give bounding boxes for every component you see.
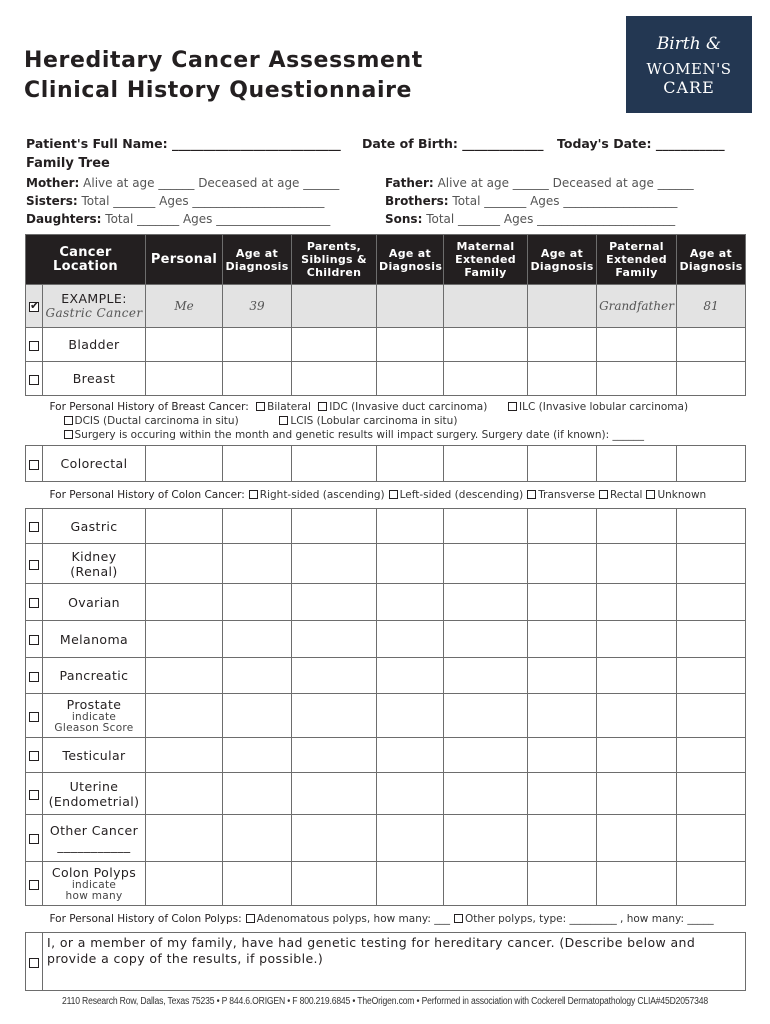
daughters-fields[interactable]: Total _______ Ages ___________________ <box>105 212 331 226</box>
polyps-note-lead: For Personal History of Colon Polyps: <box>49 913 242 925</box>
other-polyps-label: Other polyps, type: _________ , how many: _____ <box>464 913 714 925</box>
melanoma-label: Melanoma <box>43 621 146 658</box>
family-tree-heading: Family Tree <box>26 156 110 171</box>
breast-note-row <box>26 396 746 446</box>
testicular-checkbox[interactable] <box>29 751 39 761</box>
melanoma-checkbox[interactable] <box>29 635 39 645</box>
footer: 2110 Research Row, Dallas, Texas 75235 • P 844.6.ORIGEN • F 800.219.6845 • TheOrigen.com • Performed in association with Cockerell Dermatopathology CLIA#45D2057348 <box>62 996 708 1007</box>
lcis-label: LCIS (Lobular carcinoma in situ) <box>290 414 458 427</box>
patient-name-field[interactable]: Patient's Full Name: ___________________________ <box>26 136 341 151</box>
table-row <box>26 509 746 544</box>
father-fields[interactable]: Alive at age ______ Deceased at age ______ <box>437 176 694 190</box>
example-paternal-age: 81 <box>677 285 746 328</box>
header-personal: Personal <box>146 235 223 285</box>
table-row <box>26 362 746 396</box>
other-cancer-blank[interactable]: ___________ <box>57 838 131 853</box>
bilateral-label: Bilateral <box>267 400 311 413</box>
prostate-sub: indicate Gleason Score <box>54 711 134 734</box>
table-row <box>26 584 746 621</box>
header-age-personal: Age at Diagnosis <box>223 235 292 285</box>
transverse-checkbox[interactable] <box>527 490 536 499</box>
other-cancer-label: Other Cancer <box>49 823 139 838</box>
example-cancer: Gastric Cancer <box>45 306 143 320</box>
date-of-birth-field[interactable]: Date of Birth: _____________ <box>362 136 544 151</box>
logo-line-3: CARE <box>663 78 715 97</box>
other-cancer-checkbox[interactable] <box>29 834 39 844</box>
adenomatous-label: Adenomatous polyps, how many: ___ <box>256 913 450 925</box>
surgery-checkbox[interactable] <box>64 430 73 439</box>
sisters-label: Sisters: <box>26 194 78 208</box>
sons-line[interactable] <box>385 212 675 226</box>
breast-label: Breast <box>43 362 146 396</box>
dcis-checkbox[interactable] <box>64 416 73 425</box>
table-row <box>26 862 746 906</box>
example-label: EXAMPLE: <box>61 291 127 306</box>
bladder-label: Bladder <box>43 328 146 362</box>
right-sided-checkbox[interactable] <box>249 490 258 499</box>
polyps-note-row <box>26 906 746 933</box>
table-row <box>26 621 746 658</box>
uterine-sub: (Endometrial) <box>48 793 140 809</box>
colorectal-label: Colorectal <box>43 446 146 482</box>
title-line-1: Hereditary Cancer Assessment <box>24 48 423 73</box>
lcis-checkbox[interactable] <box>279 416 288 425</box>
brothers-fields[interactable]: Total _______ Ages ___________________ <box>452 194 678 208</box>
header-paternal: Paternal Extended Family <box>597 235 677 285</box>
logo-line-2: WOMEN'S <box>646 60 732 78</box>
breast-checkbox[interactable] <box>29 375 39 385</box>
table-row <box>26 658 746 694</box>
header-age-paternal: Age at Diagnosis <box>677 235 746 285</box>
ovarian-checkbox[interactable] <box>29 598 39 608</box>
gastric-label: Gastric <box>43 509 146 544</box>
gastric-checkbox[interactable] <box>29 522 39 532</box>
kidney-sub: (Renal) <box>70 563 118 579</box>
title-line-2: Clinical History Questionnaire <box>24 78 413 103</box>
header-maternal: Maternal Extended Family <box>444 235 528 285</box>
other-cancer-cell <box>43 815 146 862</box>
sisters-fields[interactable]: Total _______ Ages ______________________ <box>81 194 325 208</box>
breast-note-lead: For Personal History of Breast Cancer: <box>49 400 249 413</box>
uterine-label: Uterine <box>69 778 119 794</box>
ilc-checkbox[interactable] <box>508 402 517 411</box>
todays-date-field[interactable]: Today's Date: ___________ <box>557 136 725 151</box>
colon-note-row <box>26 482 746 509</box>
example-personal: Me <box>146 285 223 328</box>
colon-note-lead: For Personal History of Colon Cancer: <box>49 489 245 501</box>
colon-polyps-sub: indicate how many <box>65 879 123 902</box>
kidney-checkbox[interactable] <box>29 560 39 570</box>
colon-polyps-checkbox[interactable] <box>29 880 39 890</box>
rectal-checkbox[interactable] <box>599 490 608 499</box>
bilateral-checkbox[interactable] <box>256 402 265 411</box>
example-age: 39 <box>223 285 292 328</box>
sisters-line[interactable] <box>26 194 324 208</box>
genetic-testing-checkbox[interactable] <box>29 958 39 968</box>
example-location <box>43 285 146 328</box>
table-header-row <box>26 235 746 285</box>
example-checkbox-cell <box>26 285 43 328</box>
uterine-checkbox[interactable] <box>29 790 39 800</box>
table-row <box>26 815 746 862</box>
birth-womens-care-logo <box>626 16 752 113</box>
dcis-label: DCIS (Ductal carcinoma in situ) <box>74 414 239 427</box>
transverse-label: Transverse <box>538 489 595 501</box>
right-sided-label: Right-sided (ascending) <box>259 489 385 501</box>
kidney-cell <box>43 544 146 584</box>
father-line[interactable] <box>385 176 694 190</box>
brothers-label: Brothers: <box>385 194 449 208</box>
left-sided-checkbox[interactable] <box>389 490 398 499</box>
daughters-label: Daughters: <box>26 212 102 226</box>
genetic-testing-row <box>26 933 746 991</box>
mother-label: Mother: <box>26 176 80 190</box>
unknown-label: Unknown <box>657 489 707 501</box>
table-row <box>26 544 746 584</box>
example-paternal: Grandfather <box>597 285 677 328</box>
sons-label: Sons: <box>385 212 423 226</box>
testicular-label: Testicular <box>43 738 146 773</box>
father-label: Father: <box>385 176 434 190</box>
brothers-line[interactable] <box>385 194 677 208</box>
idc-checkbox[interactable] <box>318 402 327 411</box>
colon-polyps-cell <box>43 862 146 906</box>
colon-polyps-label: Colon Polyps <box>51 865 137 880</box>
table-row <box>26 446 746 482</box>
polyps-note <box>26 906 746 933</box>
genetic-testing-text: I, or a member of my family, have had genetic testing for hereditary cancer. (Describe below and provide a copy of the results, if possible.) <box>43 933 746 991</box>
colon-note <box>26 482 746 509</box>
left-sided-label: Left-sided (descending) <box>399 489 524 501</box>
document-title <box>24 46 423 106</box>
other-polyps-checkbox[interactable] <box>454 914 463 923</box>
uterine-cell <box>43 773 146 815</box>
example-checkbox <box>29 302 39 312</box>
example-row <box>26 285 746 328</box>
table-row <box>26 773 746 815</box>
header-cancer-location: Cancer Location <box>26 235 146 285</box>
logo-line-1: Birth & <box>656 34 722 54</box>
pancreatic-checkbox[interactable] <box>29 672 39 682</box>
header-parents-siblings: Parents, Siblings & Children <box>292 235 377 285</box>
daughters-line[interactable] <box>26 212 330 226</box>
header-age-parents: Age at Diagnosis <box>377 235 444 285</box>
bladder-checkbox[interactable] <box>29 341 39 351</box>
cancer-history-table <box>25 234 746 991</box>
prostate-checkbox[interactable] <box>29 712 39 722</box>
prostate-cell <box>43 694 146 738</box>
table-row <box>26 328 746 362</box>
ilc-label: ILC (Invasive lobular carcinoma) <box>519 400 689 413</box>
colorectal-checkbox[interactable] <box>29 460 39 470</box>
sons-fields[interactable]: Total _______ Ages _______________________ <box>426 212 676 226</box>
breast-note <box>26 396 746 446</box>
idc-label: IDC (Invasive duct carcinoma) <box>329 400 488 413</box>
table-row <box>26 694 746 738</box>
prostate-label: Prostate <box>66 697 122 712</box>
kidney-label: Kidney <box>71 548 117 564</box>
surgery-label: Surgery is occuring within the month and genetic results will impact surgery. Surgery date (if known): ______ <box>74 428 644 441</box>
ovarian-label: Ovarian <box>43 584 146 621</box>
mother-fields[interactable]: Alive at age ______ Deceased at age ______ <box>83 176 340 190</box>
header-age-maternal: Age at Diagnosis <box>528 235 597 285</box>
adenomatous-checkbox[interactable] <box>246 914 255 923</box>
unknown-checkbox[interactable] <box>646 490 655 499</box>
table-row <box>26 738 746 773</box>
mother-line[interactable] <box>26 176 339 190</box>
pancreatic-label: Pancreatic <box>43 658 146 694</box>
rectal-label: Rectal <box>609 489 643 501</box>
